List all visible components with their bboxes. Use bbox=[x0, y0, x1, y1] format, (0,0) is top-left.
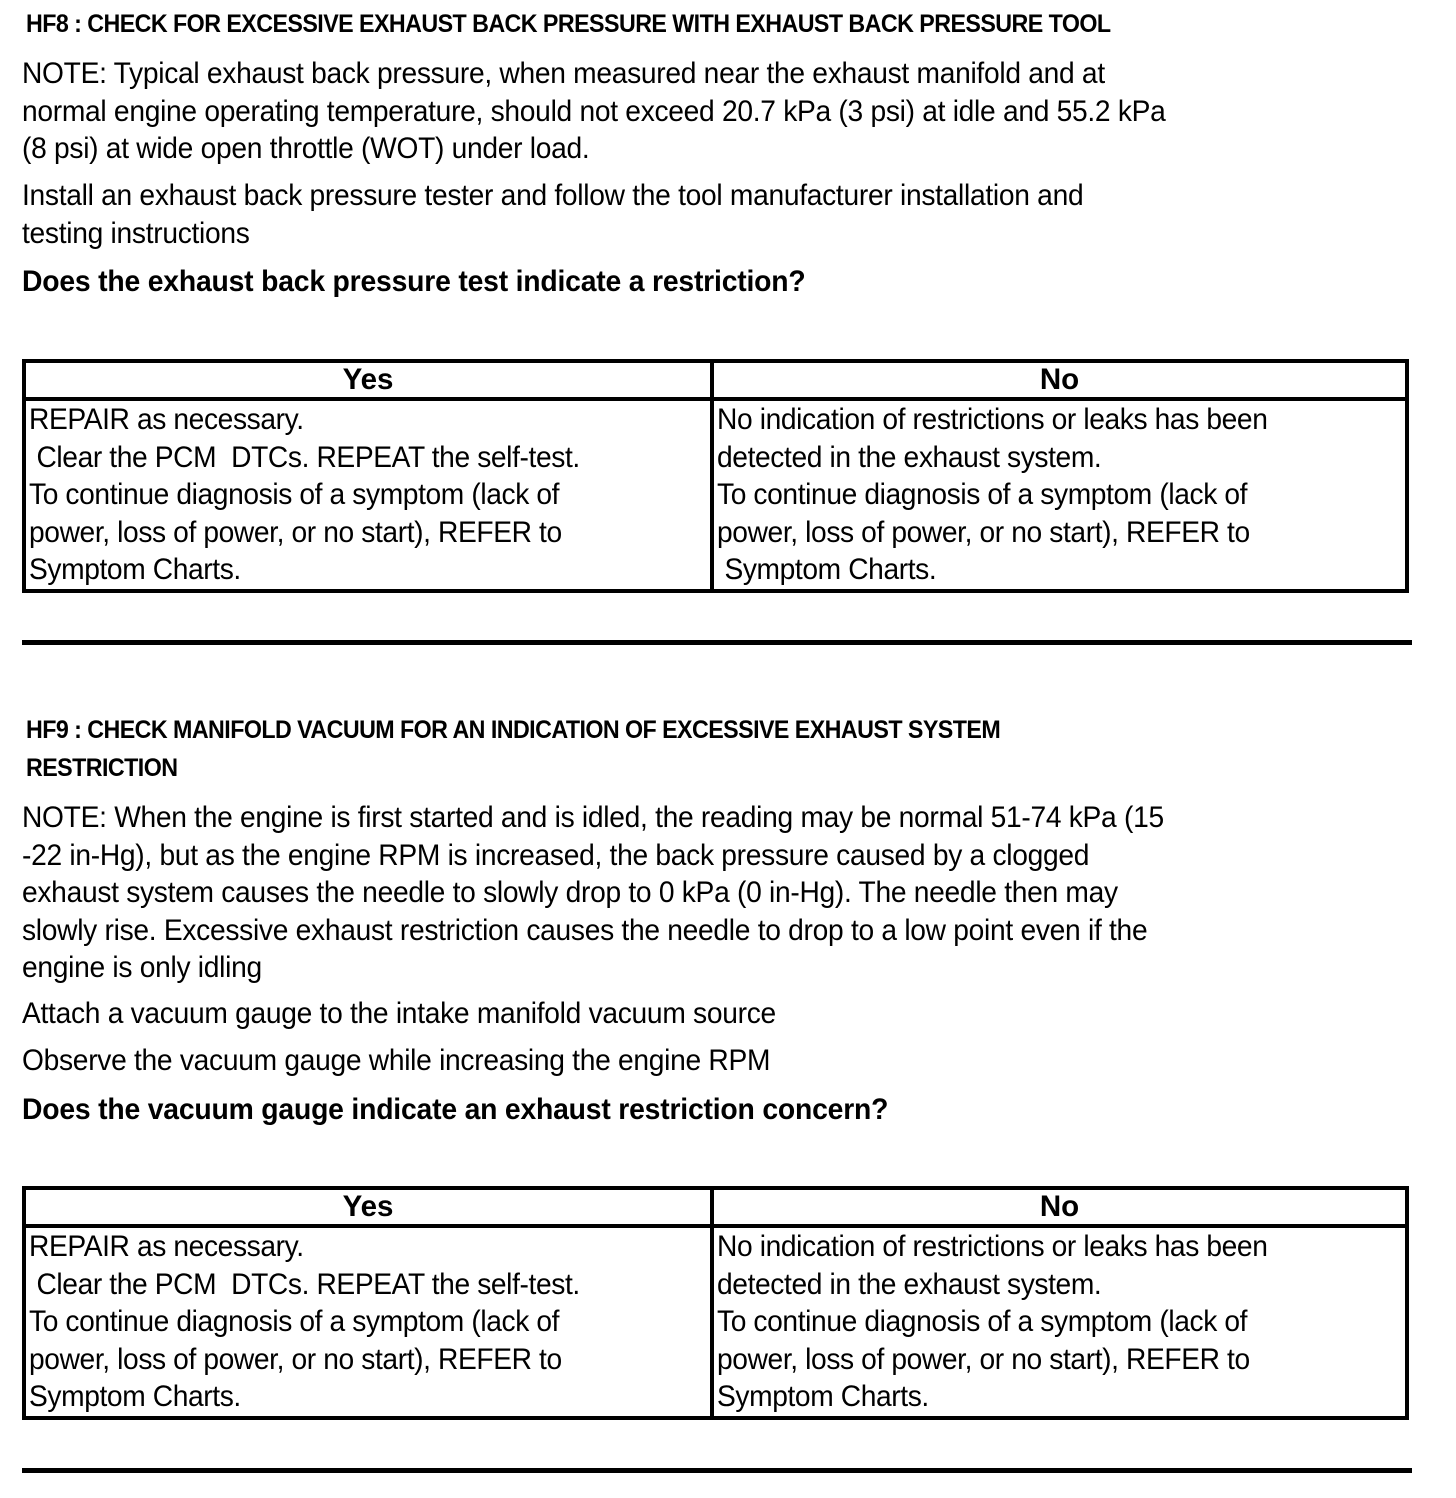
question-hf8: Does the exhaust back pressure test indicate a restriction? bbox=[22, 265, 806, 298]
heading-line: HF8 : CHECK FOR EXCESSIVE EXHAUST BACK PRESSURE WITH EXHAUST BACK PRESSURE TOOL bbox=[26, 10, 1111, 38]
note-line: -22 in-Hg), but as the engine RPM is increased, the back pressure caused by a clogged bbox=[22, 838, 1090, 872]
step-attach-gauge bbox=[22, 995, 1359, 1033]
step-line: Attach a vacuum gauge to the intake manifold vacuum source bbox=[22, 997, 776, 1030]
heading-line: HF9 : CHECK MANIFOLD VACUUM FOR AN INDICATION OF EXCESSIVE EXHAUST SYSTEM bbox=[26, 716, 1001, 744]
cell-line: REPAIR as necessary. bbox=[29, 1230, 304, 1263]
cell-line: power, loss of power, or no start), REFER to bbox=[717, 515, 1250, 549]
column-header-no: No bbox=[712, 361, 1407, 399]
note-line: engine is only idling bbox=[22, 951, 262, 984]
cell-line: Symptom Charts. bbox=[717, 553, 937, 586]
column-header-yes: Yes bbox=[24, 1188, 712, 1226]
cell-line: detected in the exhaust system. bbox=[717, 440, 1102, 474]
cell-line: Clear the PCM DTCs. REPEAT the self-test. bbox=[29, 440, 580, 474]
yes-cell bbox=[24, 1226, 712, 1418]
note-line: NOTE: Typical exhaust back pressure, when measured near the exhaust manifold and at bbox=[22, 57, 1105, 90]
column-header-no: No bbox=[712, 1188, 1407, 1226]
yes-cell bbox=[24, 399, 712, 591]
cell-line: No indication of restrictions or leaks has been bbox=[717, 403, 1268, 436]
cell-line: To continue diagnosis of a symptom (lack of bbox=[717, 478, 1248, 511]
section-heading-hf8 bbox=[26, 5, 1111, 43]
cell-line: power, loss of power, or no start), REFER to bbox=[29, 515, 562, 549]
no-cell bbox=[712, 1226, 1407, 1418]
section-divider bbox=[22, 1468, 1412, 1473]
step-observe-gauge bbox=[22, 1042, 1359, 1080]
cell-line: Clear the PCM DTCs. REPEAT the self-test. bbox=[29, 1267, 580, 1301]
note-line: (8 psi) at wide open throttle (WOT) under load. bbox=[22, 132, 590, 165]
section-divider bbox=[22, 640, 1412, 645]
cell-line: REPAIR as necessary. bbox=[29, 403, 304, 436]
cell-line: To continue diagnosis of a symptom (lack of bbox=[29, 478, 560, 511]
section-heading-hf9 bbox=[26, 711, 1000, 787]
cell-line: detected in the exhaust system. bbox=[717, 1267, 1102, 1301]
note-hf9 bbox=[22, 799, 1359, 987]
step-line: Observe the vacuum gauge while increasing the engine RPM bbox=[22, 1044, 771, 1077]
note-hf8 bbox=[22, 55, 1359, 168]
step-line: Install an exhaust back pressure tester and follow the tool manufacturer installation and bbox=[22, 179, 1084, 212]
cell-line: power, loss of power, or no start), REFER to bbox=[29, 1342, 562, 1376]
column-header-yes: Yes bbox=[24, 361, 712, 399]
heading-line: RESTRICTION bbox=[26, 754, 178, 782]
note-line: NOTE: When the engine is first started and is idled, the reading may be normal 51-74 kPa (15 bbox=[22, 801, 1164, 834]
cell-line: power, loss of power, or no start), REFER to bbox=[717, 1342, 1250, 1376]
cell-line: Symptom Charts. bbox=[29, 553, 241, 586]
step-line: testing instructions bbox=[22, 216, 250, 250]
step-install-tester bbox=[22, 177, 1359, 252]
question-hf9: Does the vacuum gauge indicate an exhaust restriction concern? bbox=[22, 1093, 889, 1126]
cell-line: To continue diagnosis of a symptom (lack of bbox=[29, 1305, 560, 1338]
note-line: normal engine operating temperature, should not exceed 20.7 kPa (3 psi) at idle and 55.2 kPa bbox=[22, 94, 1166, 128]
cell-line: To continue diagnosis of a symptom (lack of bbox=[717, 1305, 1248, 1338]
note-line: slowly rise. Excessive exhaust restriction causes the needle to drop to a low point even if the bbox=[22, 913, 1148, 947]
note-line: exhaust system causes the needle to slowly drop to 0 kPa (0 in-Hg). The needle then may bbox=[22, 876, 1118, 909]
cell-line: Symptom Charts. bbox=[29, 1380, 241, 1413]
no-cell bbox=[712, 399, 1407, 591]
cell-line: Symptom Charts. bbox=[717, 1380, 929, 1413]
yes-no-table-hf9 bbox=[22, 1186, 1409, 1420]
yes-no-table-hf8 bbox=[22, 359, 1409, 593]
cell-line: No indication of restrictions or leaks has been bbox=[717, 1230, 1268, 1263]
